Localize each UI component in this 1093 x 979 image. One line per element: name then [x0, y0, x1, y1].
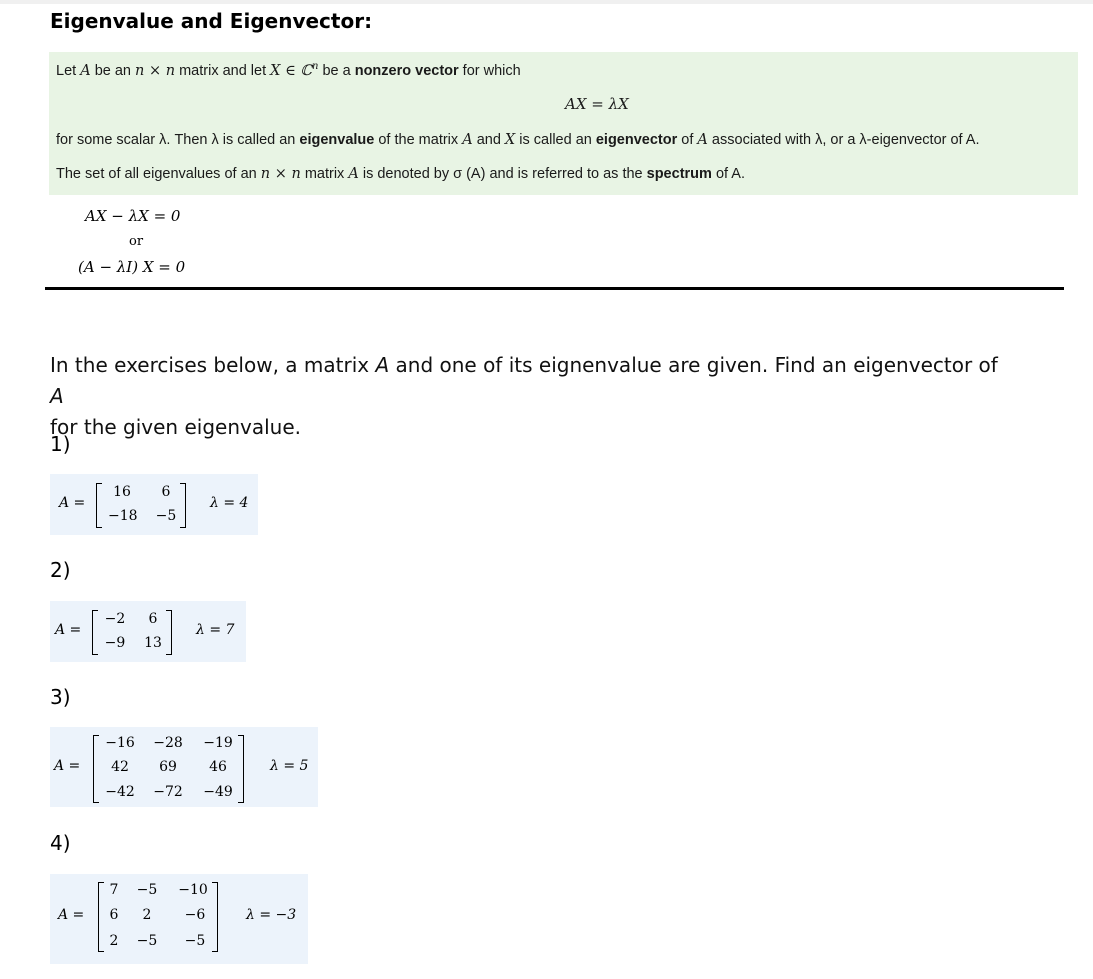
exercise-number-2: 2): [50, 558, 71, 582]
math-A: A: [50, 384, 64, 408]
eigenvalue: λ = 4: [210, 495, 249, 511]
exercise-3-matrix-box: [50, 727, 318, 807]
bold-term-eigenvalue: eigenvalue: [299, 132, 375, 148]
derivation-or: or: [129, 234, 144, 249]
exercise-instructions: [50, 350, 1010, 443]
exercise-2-matrix-box: [50, 601, 246, 662]
matrix-cell: 42: [111, 759, 129, 775]
math-superscript-n: n: [311, 61, 319, 72]
text: for which: [458, 62, 521, 79]
text: for some scalar λ. Then λ is called an: [56, 132, 300, 148]
text: of A.: [711, 166, 745, 182]
exercise-number-4: 4): [50, 831, 71, 855]
bold-term-nonzero-vector: nonzero vector: [354, 62, 459, 79]
definition-line-1: [56, 61, 521, 79]
matrix-lhs: A =: [55, 622, 82, 638]
math-A: A: [462, 132, 473, 148]
matrix-equation: [50, 601, 246, 662]
matrix-cell: −19: [203, 735, 233, 751]
text: Let: [56, 62, 81, 79]
eigenvalue: λ = 5: [270, 758, 309, 774]
matrix-cell: −49: [203, 784, 233, 800]
text: be a: [318, 62, 355, 79]
matrix-cell: −18: [108, 508, 138, 524]
math-A: A: [375, 353, 390, 377]
text: of: [677, 132, 698, 148]
math-X: X: [504, 132, 516, 148]
matrix-lhs: A =: [58, 907, 85, 923]
matrix-cell: −5: [184, 933, 206, 949]
text: matrix: [300, 166, 349, 182]
matrix-cell: 6: [148, 611, 158, 627]
math-nxn: n × n: [260, 166, 301, 182]
text: and: [472, 132, 505, 148]
text: associated with λ, or a λ-eigenvector of A.: [707, 132, 980, 148]
right-bracket: [212, 882, 218, 952]
text: is denoted by σ (A) and is referred to as the: [358, 166, 647, 182]
derivation-equation-1: AX − λX = 0: [85, 207, 181, 225]
bold-term-eigenvector: eigenvector: [595, 132, 678, 148]
matrix-cell: −2: [104, 611, 126, 627]
matrix-equation: [50, 474, 258, 535]
left-bracket: [93, 735, 99, 803]
definition-box: [49, 52, 1078, 195]
left-bracket: [96, 483, 102, 528]
matrix-cell: −5: [136, 933, 158, 949]
matrix-cell: 2: [109, 933, 119, 949]
right-bracket: [238, 735, 244, 803]
matrix-cell: −28: [153, 735, 183, 751]
text: is called an: [515, 132, 596, 148]
exercise-4-matrix-box: [50, 874, 308, 964]
matrix-cell: 69: [159, 759, 177, 775]
matrix-cell: 7: [109, 882, 119, 898]
text: be an: [90, 62, 136, 79]
eigenvalue: λ = 7: [196, 622, 235, 638]
matrix-equation: [50, 874, 308, 964]
matrix-cell: 16: [113, 484, 131, 500]
matrix-cell: −42: [105, 784, 135, 800]
text: of the matrix: [374, 132, 463, 148]
matrix-equation: [50, 727, 318, 807]
matrix-lhs: A =: [54, 758, 81, 774]
text: matrix and let: [175, 62, 271, 79]
definition-line-2: [56, 132, 980, 148]
matrix-cell: 2: [142, 907, 152, 923]
derivation-equation-2: (A − λI) X = 0: [78, 258, 186, 276]
matrix-lhs: A =: [59, 495, 86, 511]
math-X-in-Cn: X ∈ ℂ: [270, 62, 312, 79]
left-bracket: [92, 610, 98, 655]
text: for the given eigenvalue.: [50, 415, 301, 439]
definition-line-3: [56, 166, 745, 182]
matrix-cell: 13: [144, 635, 162, 651]
matrix-cell: −6: [184, 907, 206, 923]
matrix-cell: 6: [161, 484, 171, 500]
matrix-cell: −9: [104, 635, 126, 651]
exercise-number-1: 1): [50, 432, 71, 456]
matrix-cell: −72: [153, 784, 183, 800]
exercise-number-3: 3): [50, 685, 71, 709]
math-nxn: n × n: [135, 62, 176, 79]
matrix-cell: −16: [105, 735, 135, 751]
math-A: A: [348, 166, 359, 182]
matrix-cell: −5: [155, 508, 177, 524]
main-equation: AX = λX: [565, 95, 629, 113]
bold-term-spectrum: spectrum: [646, 166, 712, 182]
horizontal-rule: [45, 287, 1064, 290]
math-A: A: [697, 132, 708, 148]
text: In the exercises below, a matrix: [50, 353, 376, 377]
top-border: [0, 0, 1093, 4]
page-title: Eigenvalue and Eigenvector:: [50, 9, 373, 33]
matrix-cell: −5: [136, 882, 158, 898]
exercise-1-matrix-box: [50, 474, 258, 535]
right-bracket: [166, 610, 172, 655]
eigenvalue: λ = −3: [246, 907, 297, 923]
matrix-cell: 6: [109, 907, 119, 923]
math-A: A: [80, 62, 91, 79]
matrix-cell: 46: [209, 759, 227, 775]
text: The set of all eigenvalues of an: [56, 166, 261, 182]
right-bracket: [180, 483, 186, 528]
text: and one of its eignenvalue are given. Find an eigenvector of: [389, 353, 998, 377]
matrix-cell: −10: [178, 882, 208, 898]
